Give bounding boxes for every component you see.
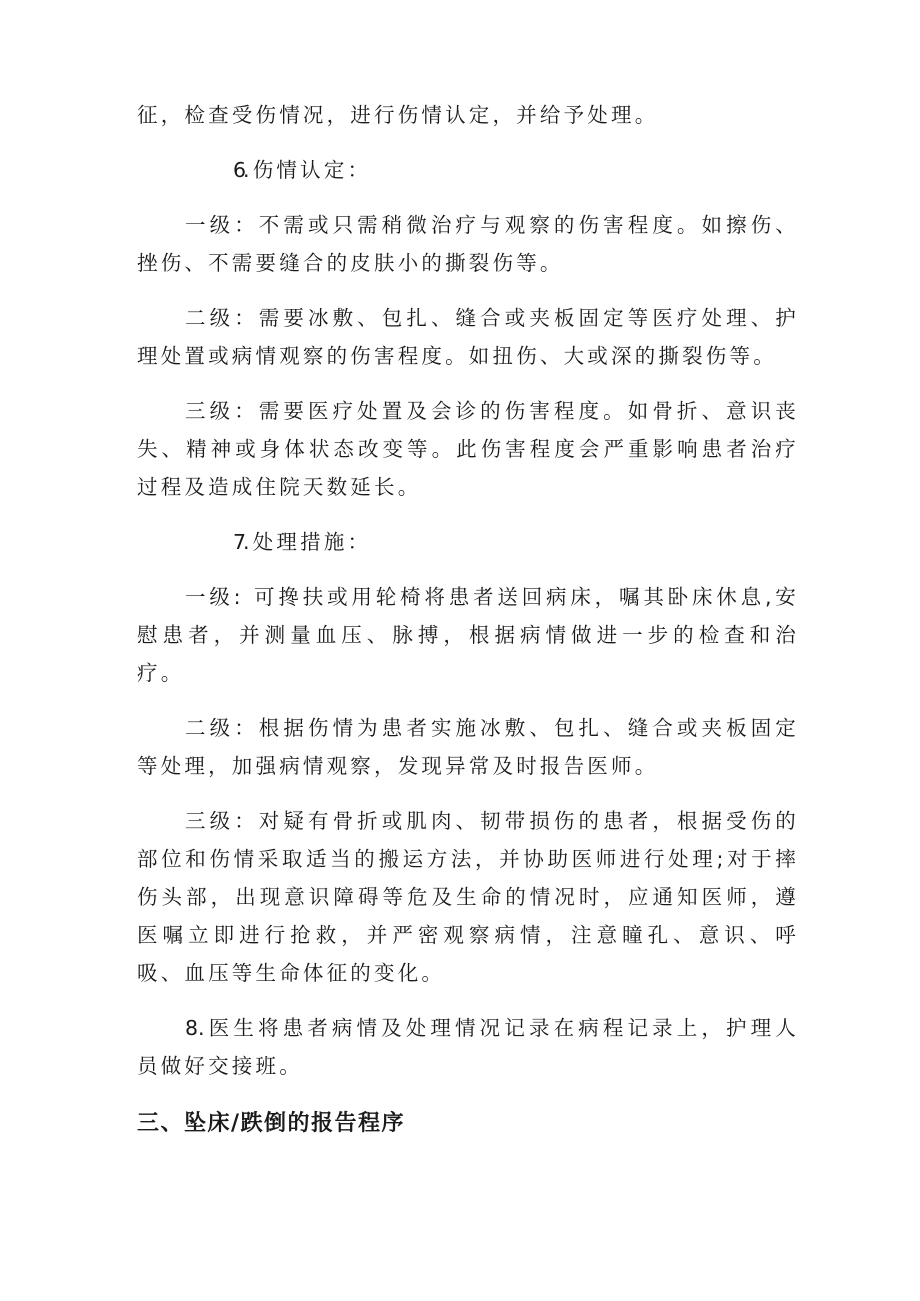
paragraph-level-3-treatment: 三级：对疑有骨折或肌肉、韧带损伤的患者，根据受伤的部位和伤情采取适当的搬运方法，并协助医师进行处理;对于摔伤头部，出现意识障碍等危及生命的情况时，应通知医师，遵医嘱立即进行抢救，并严密观察病情，注意瞳孔、意识、呼吸、血压等生命体征的变化。 xyxy=(137,809,799,985)
item-title-injury-assessment: .伤情认定： xyxy=(243,158,372,182)
item-text-record-handover: .医生将患者病情及处理情况记录在病程记录上，护理人员做好交接班。 xyxy=(137,1016,799,1078)
paragraph-record-handover xyxy=(137,1009,799,1085)
paragraph-injury-assessment-title xyxy=(137,151,799,189)
paragraph-treatment-title xyxy=(137,523,799,561)
item-title-treatment: .处理措施： xyxy=(243,530,372,554)
paragraph-level-2-treatment: 二级：根据伤情为患者实施冰敷、包扎、缝合或夹板固定等处理，加强病情观察，发现异常及时报告医师。 xyxy=(137,716,799,778)
item-number-7: 7 xyxy=(233,530,247,554)
document-body xyxy=(137,96,799,1143)
paragraph-continuation: 征，检查受伤情况，进行伤情认定，并给予处理。 xyxy=(137,103,659,127)
paragraph-level-1-treatment: 一级: 可搀扶或用轮椅将患者送回病床，嘱其卧床休息,安慰患者，并测量血压、脉搏，根据病情做进一步的检查和治疗。 xyxy=(137,585,799,685)
paragraph-level-2-injury: 二级：需要冰敷、包扎、缝合或夹板固定等医疗处理、护理处置或病情观察的伤害程度。如扭伤、大或深的撕裂伤等。 xyxy=(137,306,799,368)
item-number-6: 6 xyxy=(233,158,247,182)
item-number-8: 8 xyxy=(185,1016,199,1040)
paragraph-level-1-injury: 一级：不需或只需稍微治疗与观察的伤害程度。如擦伤、挫伤、不需要缝合的皮肤小的撕裂伤等。 xyxy=(137,213,799,275)
paragraph-level-3-injury: 三级：需要医疗处置及会诊的伤害程度。如骨折、意识丧失、精神或身体状态改变等。此伤害程度会严重影响患者治疗过程及造成住院天数延长。 xyxy=(137,399,799,499)
section-heading: 三、坠床/跌倒的报告程序 xyxy=(137,1111,406,1136)
